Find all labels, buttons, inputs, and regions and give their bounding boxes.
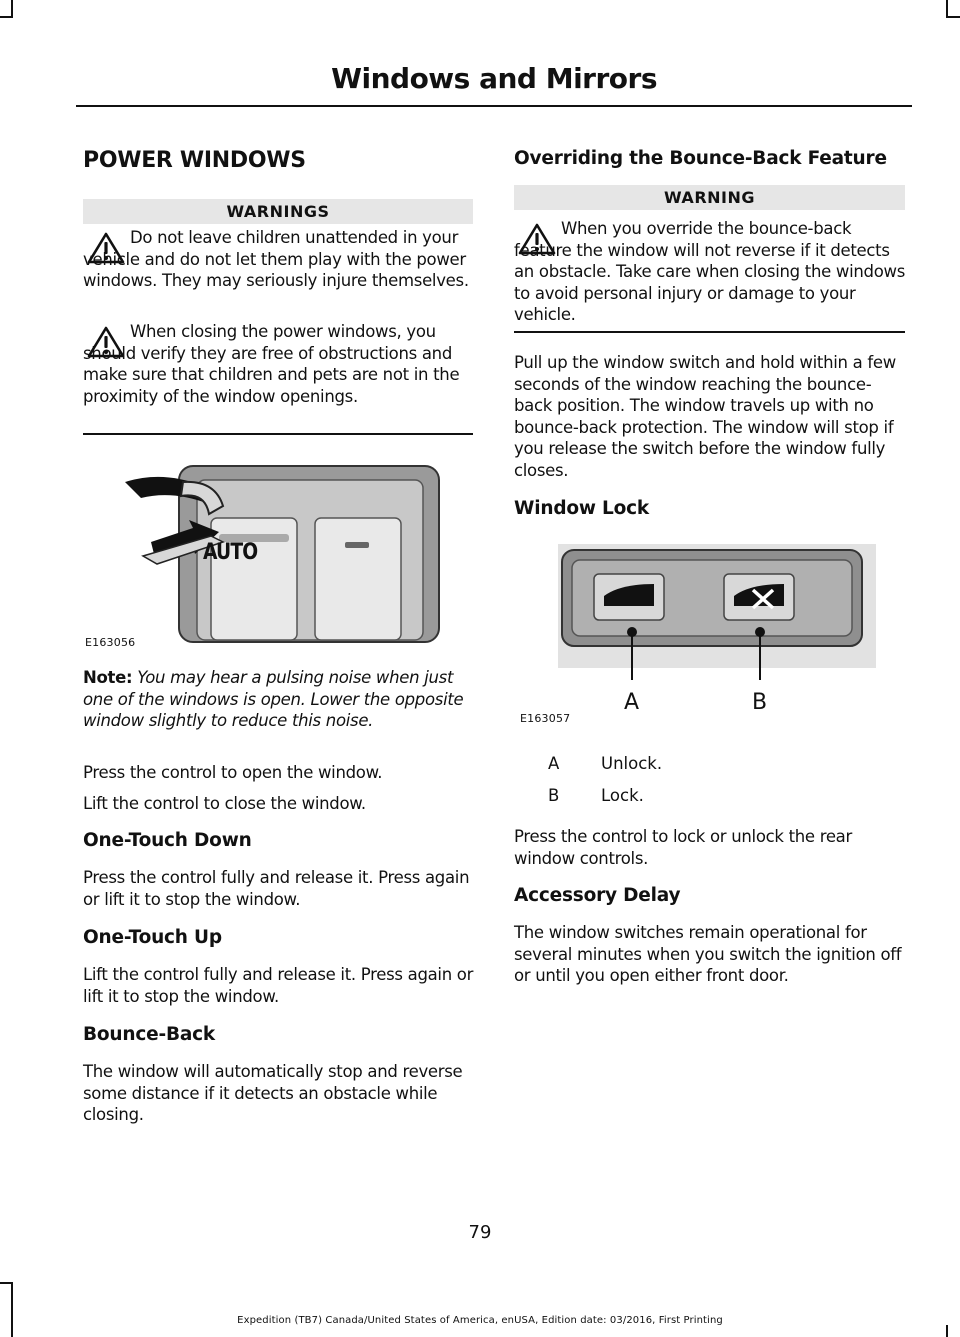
crop-mark bbox=[11, 1282, 13, 1337]
window-lock-switch-illustration bbox=[558, 540, 878, 680]
note-text: You may hear a pulsing noise when just one of the windows is open. Lower the opposite window slightly to reduce this noise. bbox=[83, 668, 464, 730]
warning-end-rule bbox=[514, 331, 905, 333]
bounce-back-text: The window will automatically stop and reverse some distance if it detects an obstacle while closing. bbox=[83, 1062, 463, 1124]
crop-mark bbox=[0, 1282, 13, 1284]
override-title: Overriding the Bounce-Back Feature bbox=[514, 148, 887, 169]
note-label: Note: bbox=[83, 668, 133, 687]
warning-text-override: When you override the bounce-back feature the window will not reverse if it detects an obstacle. Take care when closing the windows to avoid personal injury or damage to your vehicle. bbox=[514, 219, 906, 324]
figure-code: E163057 bbox=[520, 712, 571, 725]
crop-mark bbox=[946, 16, 960, 18]
one-touch-down-text: Press the control fully and release it. Press again or lift it to stop the window. bbox=[83, 868, 470, 909]
bounce-back-title: Bounce-Back bbox=[83, 1024, 215, 1045]
note-paragraph bbox=[83, 667, 475, 732]
window-lock-title: Window Lock bbox=[514, 498, 649, 519]
power-window-switch-illustration bbox=[123, 462, 443, 648]
warning-banner: WARNING bbox=[514, 185, 905, 210]
accessory-delay-text: The window switches remain operational for several minutes when you switch the ignition off or until you open either front door. bbox=[514, 923, 902, 985]
crop-mark bbox=[0, 16, 13, 18]
header-rule bbox=[76, 105, 912, 107]
callout-a: A bbox=[624, 690, 640, 715]
warnings-banner: WARNINGS bbox=[83, 199, 473, 224]
callout-b: B bbox=[752, 690, 768, 715]
definition-letter: A bbox=[548, 754, 560, 773]
page-header-title: Windows and Mirrors bbox=[331, 62, 657, 95]
warning-text-children: Do not leave children unattended in your vehicle and do not let them play with the power windows. They may seriously injure themselves. bbox=[83, 228, 469, 290]
para-close: Lift the control to close the window. bbox=[83, 794, 366, 813]
auto-label: AUTO bbox=[203, 540, 258, 565]
lock-text: Press the control to lock or unlock the rear window controls. bbox=[514, 827, 852, 868]
override-text: Pull up the window switch and hold within a few seconds of the window reaching the bounce-back position. The window travels up with no bounce-back protection. The window will stop if you release the switch before the window fully closes. bbox=[514, 353, 896, 480]
warning-text-obstructions: When closing the power windows, you should verify they are free of obstructions and make sure that children and pets are not in the proximity of the window openings. bbox=[83, 322, 460, 406]
section-title: POWER WINDOWS bbox=[83, 148, 306, 173]
one-touch-up-title: One-Touch Up bbox=[83, 927, 222, 948]
definition-text: Unlock. bbox=[601, 754, 663, 773]
one-touch-up-text: Lift the control fully and release it. Press again or lift it to stop the window. bbox=[83, 965, 474, 1006]
page-number: 79 bbox=[468, 1222, 492, 1243]
crop-mark bbox=[946, 1325, 948, 1337]
figure-code: E163056 bbox=[85, 636, 136, 649]
definition-text: Lock. bbox=[601, 786, 644, 805]
definition-letter: B bbox=[548, 786, 560, 805]
one-touch-down-title: One-Touch Down bbox=[83, 830, 252, 851]
warning-end-rule bbox=[83, 433, 473, 435]
accessory-delay-title: Accessory Delay bbox=[514, 885, 681, 906]
para-open: Press the control to open the window. bbox=[83, 763, 383, 782]
footer-edition-text: Expedition (TB7) Canada/United States of America, enUSA, Edition date: 03/2016, First Printing bbox=[237, 1315, 723, 1326]
